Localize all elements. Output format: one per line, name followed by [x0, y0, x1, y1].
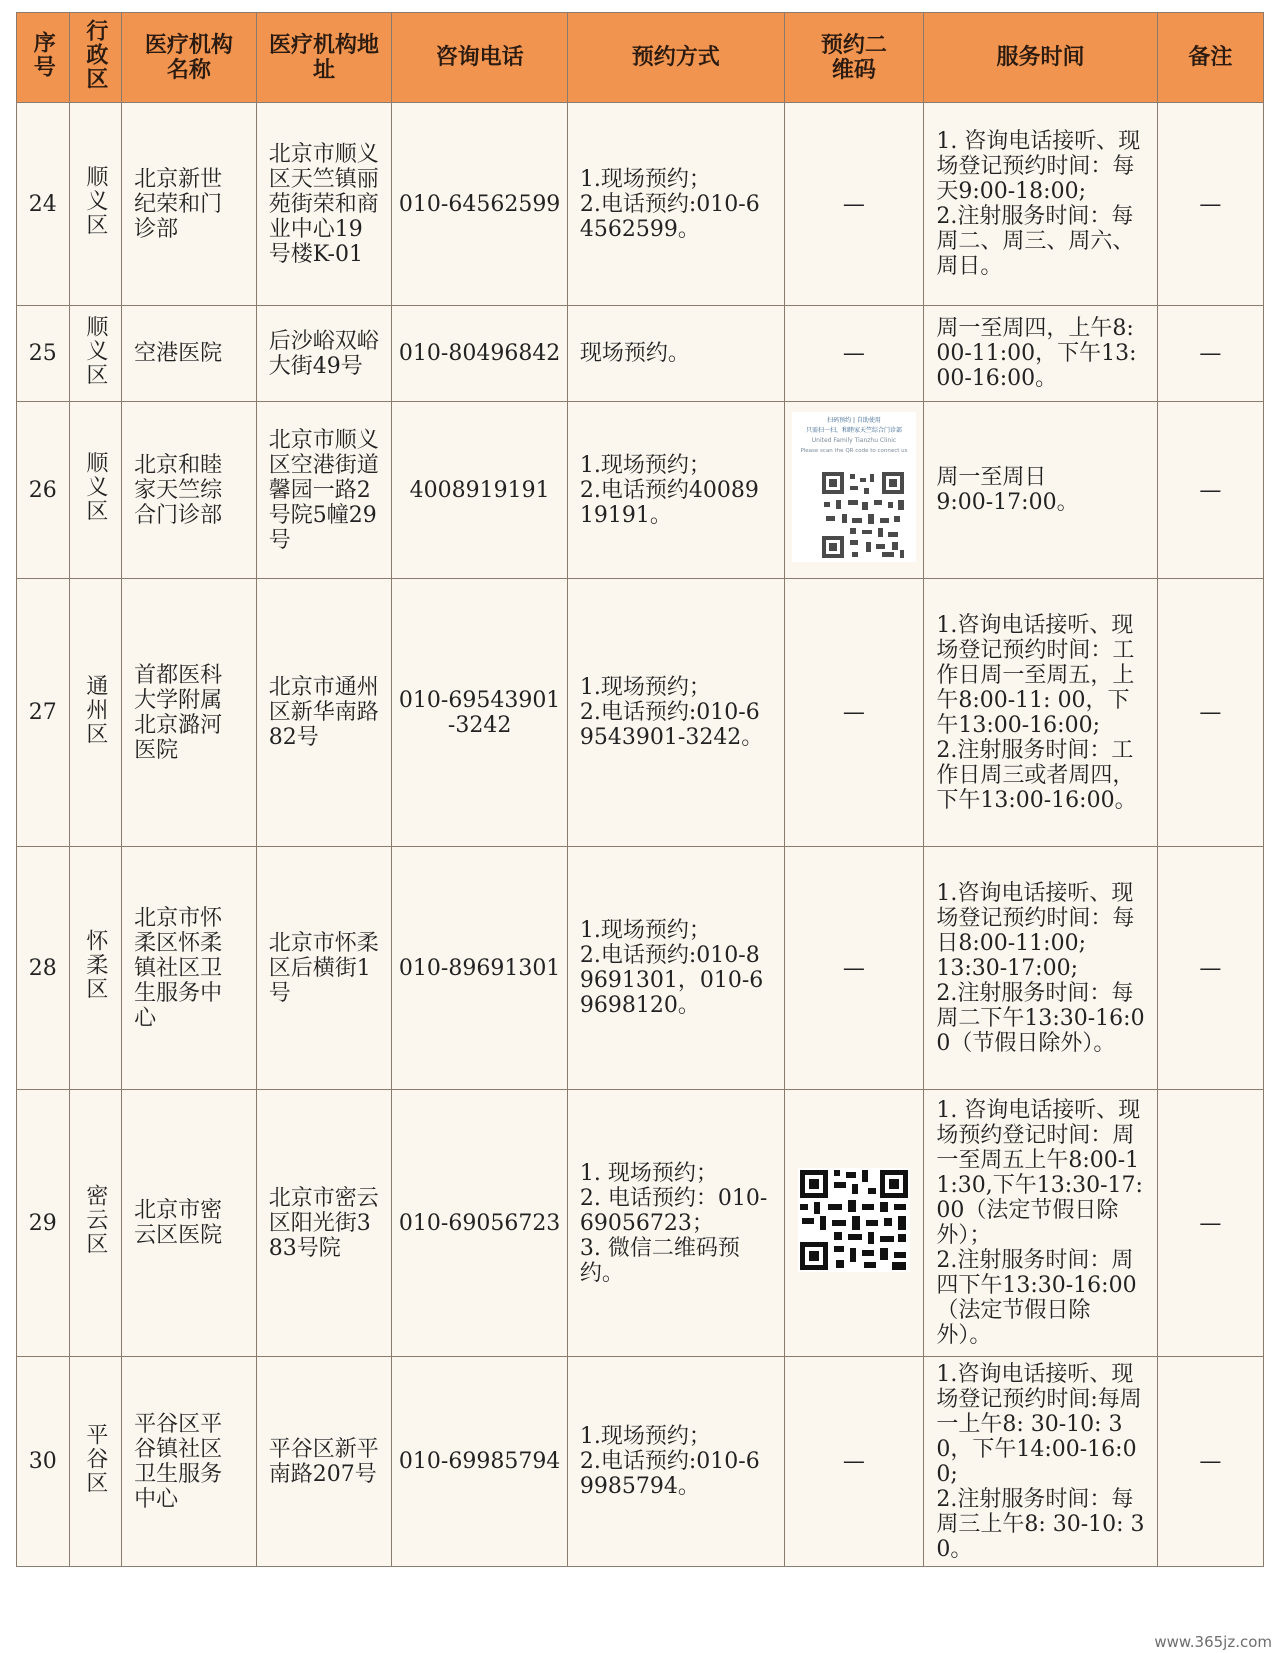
row-name: 北京新世纪荣和门诊部 — [122, 103, 257, 306]
row-address: 北京市顺义区天竺镇丽苑街荣和商业中心19号楼K-01 — [256, 103, 392, 306]
row-qr: — — [784, 103, 924, 306]
row-phone: 010-69056723 — [392, 1090, 568, 1357]
row-method: 1.现场预约； 2.电话预约:010-69543901-3242。 — [567, 579, 784, 847]
qr-caption-cn2: 只需扫一扫，和睦家天竺综合门诊部 — [805, 427, 902, 434]
row-hours: 1. 咨询电话接听、现场预约登记时间：周一至周五上午8:00-11:30,下午13:30-17:00（法定节假日除外）； 2.注射服务时间：周四下午13:30-16:00（法定节假日除外）。 — [924, 1090, 1157, 1357]
header-hours: 服务时间 — [924, 13, 1157, 103]
vaccination-clinic-table — [16, 12, 1264, 1567]
row-hours: 周一至周四，上午8:00-11:00，下午13:00-16:00。 — [924, 306, 1157, 402]
row-address: 北京市怀柔区后横街1号 — [256, 847, 392, 1090]
qr-caption-en: United Family Tianzhu Clinic — [811, 437, 897, 444]
row-district: 顺义区 — [69, 402, 122, 579]
table-row — [17, 103, 1264, 306]
row-note: — — [1157, 402, 1263, 579]
row-method: 现场预约。 — [567, 306, 784, 402]
row-qr: — — [784, 579, 924, 847]
row-phone: 010-69543901 -3242 — [392, 579, 568, 847]
row-method: 1. 现场预约； 2. 电话预约：010-69056723； 3. 微信二维码预约。 — [567, 1090, 784, 1357]
row-address: 北京市通州区新华南路82号 — [256, 579, 392, 847]
table-header-row — [17, 13, 1264, 103]
clinic-qr-card[interactable] — [792, 412, 916, 568]
header-address: 医疗机构地址 — [256, 13, 392, 103]
row-index: 29 — [17, 1090, 70, 1357]
row-qr: — — [784, 847, 924, 1090]
row-phone: 010-69985794 — [392, 1357, 568, 1567]
row-qr: — — [784, 306, 924, 402]
table-row — [17, 1090, 1264, 1357]
row-qr: — — [784, 1357, 924, 1567]
row-district: 密云区 — [69, 1090, 122, 1357]
row-qr — [784, 402, 924, 579]
row-name: 首都医科大学附属北京潞河医院 — [122, 579, 257, 847]
qr-caption-cn: 扫码预约 | 自助使用 — [826, 417, 881, 424]
row-phone: 010-80496842 — [392, 306, 568, 402]
row-note: — — [1157, 847, 1263, 1090]
row-note: — — [1157, 1090, 1263, 1357]
table-row — [17, 306, 1264, 402]
header-qr: 预约二维码 — [784, 13, 924, 103]
row-index: 24 — [17, 103, 70, 306]
row-address: 后沙峪双峪大街49号 — [256, 306, 392, 402]
table-row — [17, 1357, 1264, 1567]
row-address: 平谷区新平南路207号 — [256, 1357, 392, 1567]
row-hours: 1.咨询电话接听、现场登记预约时间:每周一上午8: 30-10: 30，下午14:00-16:00; 2.注射服务时间：每周三上午8: 30-10: 30。 — [924, 1357, 1157, 1567]
row-method: 1.现场预约； 2.电话预约4008919191。 — [567, 402, 784, 579]
row-qr — [784, 1090, 924, 1357]
site-watermark: www.365jz.com — [1154, 1633, 1272, 1651]
row-note: — — [1157, 103, 1263, 306]
row-name: 北京市怀柔区怀柔镇社区卫生服务中心 — [122, 847, 257, 1090]
row-index: 28 — [17, 847, 70, 1090]
qr-code-icon — [798, 1168, 910, 1272]
row-name: 北京和睦家天竺综合门诊部 — [122, 402, 257, 579]
row-name: 平谷区平谷镇社区卫生服务中心 — [122, 1357, 257, 1567]
row-note: — — [1157, 306, 1263, 402]
qr-caption-en2: Please scan the QR code to connect us — [800, 448, 908, 454]
header-note: 备注 — [1157, 13, 1263, 103]
header-method: 预约方式 — [567, 13, 784, 103]
row-note: — — [1157, 1357, 1263, 1567]
row-hours: 1.咨询电话接听、现场登记预约时间：工作日周一至周五，上午8:00-11: 00，下午13:00-16:00; 2.注射服务时间：工作日周三或者周四，下午13:00-16:00。 — [924, 579, 1157, 847]
row-index: 27 — [17, 579, 70, 847]
row-index: 25 — [17, 306, 70, 402]
table-row — [17, 847, 1264, 1090]
row-index: 26 — [17, 402, 70, 579]
row-hours: 周一至周日 9:00-17:00。 — [924, 402, 1157, 579]
row-index: 30 — [17, 1357, 70, 1567]
row-method: 1.现场预约； 2.电话预约:010-64562599。 — [567, 103, 784, 306]
header-phone: 咨询电话 — [392, 13, 568, 103]
row-phone: 010-64562599 — [392, 103, 568, 306]
table-row — [17, 402, 1264, 579]
row-district: 通州区 — [69, 579, 122, 847]
row-name: 北京市密云区医院 — [122, 1090, 257, 1357]
row-name: 空港医院 — [122, 306, 257, 402]
row-district: 顺义区 — [69, 306, 122, 402]
row-method: 1.现场预约； 2.电话预约:010-89691301，010-69698120。 — [567, 847, 784, 1090]
row-hours: 1.咨询电话接听、现场登记预约时间：每日8:00-11:00; 13:30-17:00; 2.注射服务时间：每周二下午13:30-16:00（节假日除外）。 — [924, 847, 1157, 1090]
qr-code-icon — [792, 412, 916, 562]
row-address: 北京市密云区阳光街383号院 — [256, 1090, 392, 1357]
header-name: 医疗机构名称 — [122, 13, 257, 103]
row-district: 怀柔区 — [69, 847, 122, 1090]
row-address: 北京市顺义区空港街道馨园一路2号院5幢29号 — [256, 402, 392, 579]
hospital-qr-card[interactable] — [798, 1168, 910, 1278]
header-district: 行政区 — [69, 13, 122, 103]
header-idx: 序号 — [17, 13, 70, 103]
row-note: — — [1157, 579, 1263, 847]
row-phone: 010-89691301 — [392, 847, 568, 1090]
row-district: 平谷区 — [69, 1357, 122, 1567]
row-phone: 4008919191 — [392, 402, 568, 579]
row-district: 顺义区 — [69, 103, 122, 306]
row-hours: 1. 咨询电话接听、现场登记预约时间：每天9:00-18:00; 2.注射服务时间：每周二、周三、周六、周日。 — [924, 103, 1157, 306]
table-row — [17, 579, 1264, 847]
row-method: 1.现场预约； 2.电话预约:010-69985794。 — [567, 1357, 784, 1567]
